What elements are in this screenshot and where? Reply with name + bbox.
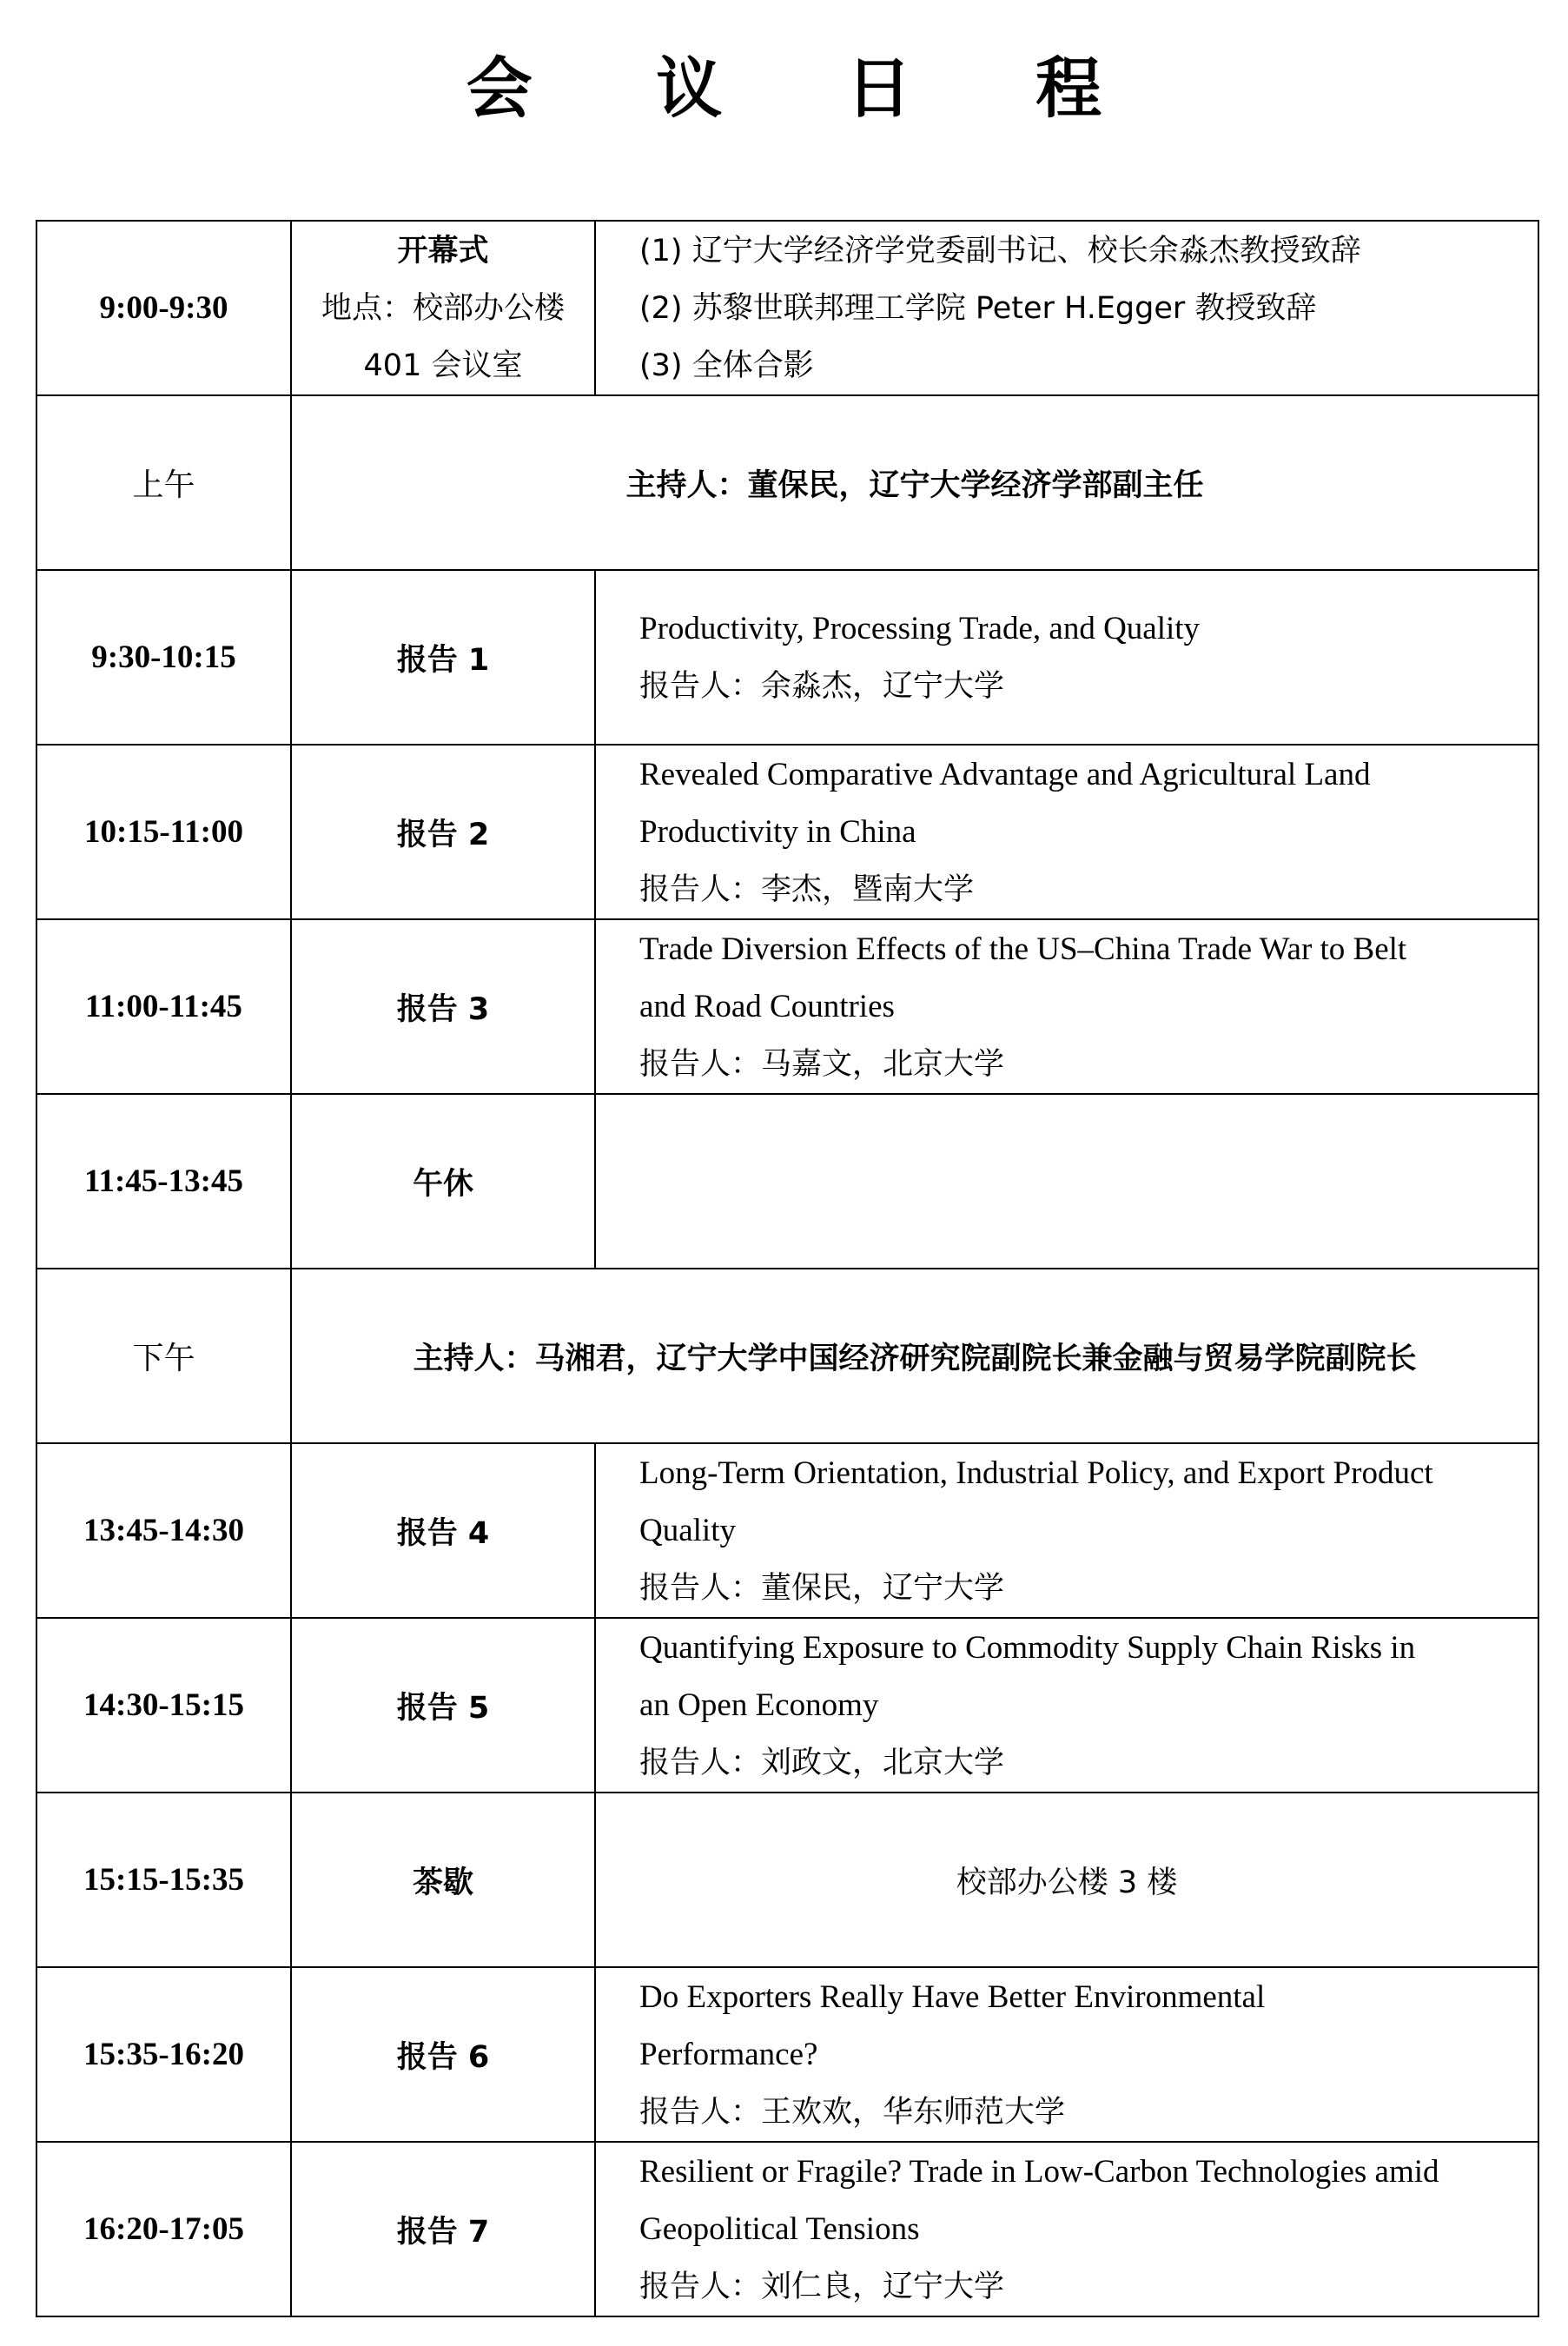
morning-session-row (36, 395, 1538, 570)
report-content (595, 2142, 1538, 2316)
time-cell: 16:20-17:05 (36, 2142, 291, 2316)
report-label: 报告 1 (291, 570, 595, 745)
time-cell: 11:00-11:45 (36, 919, 291, 1094)
report-row (36, 570, 1538, 745)
schedule-table (36, 220, 1539, 2317)
opening-agenda-item: (2) 苏黎世联邦理工学院 Peter H.Egger 教授致辞 (639, 290, 1317, 326)
session-host: 主持人：董保民，辽宁大学经济学部副主任 (291, 395, 1538, 570)
report-title-line: Productivity in China (639, 813, 916, 850)
report-title-line: Geopolitical Tensions (639, 2210, 920, 2247)
opening-agenda-item: (1) 辽宁大学经济学党委副书记、校长余淼杰教授致辞 (639, 233, 1361, 268)
report-speaker: 报告人：董保民，辽宁大学 (639, 1570, 1005, 1606)
report-speaker: 报告人：余淼杰，辽宁大学 (639, 668, 1005, 704)
report-row (36, 919, 1538, 1094)
time-cell: 13:45-14:30 (36, 1443, 291, 1618)
opening-cell (291, 221, 595, 395)
report-row (36, 745, 1538, 919)
report-content (595, 1618, 1538, 1793)
report-content (595, 1967, 1538, 2142)
afternoon-session-row (36, 1269, 1538, 1443)
report-title-line: Quantifying Exposure to Commodity Supply Chain Risks in (639, 1629, 1416, 1666)
report-speaker: 报告人：刘政文，北京大学 (639, 1745, 1005, 1780)
tea-break-location: 校部办公楼 3 楼 (595, 1793, 1538, 1967)
opening-agenda-item: (3) 全体合影 (639, 348, 814, 383)
report-label: 报告 6 (291, 1967, 595, 2142)
time-cell: 9:30-10:15 (36, 570, 291, 745)
report-title-line: Do Exporters Really Have Better Environmental (639, 1978, 1266, 2015)
lunch-row (36, 1094, 1538, 1269)
report-content (595, 745, 1538, 919)
time-cell: 9:00-9:30 (36, 221, 291, 395)
session-period-label: 上午 (36, 395, 291, 570)
report-label: 报告 5 (291, 1618, 595, 1793)
report-row (36, 2142, 1538, 2316)
report-label: 报告 4 (291, 1443, 595, 1618)
report-title-line: Long-Term Orientation, Industrial Policy, and Export Product (639, 1455, 1433, 1491)
report-title-line: Productivity, Processing Trade, and Quality (639, 610, 1201, 646)
report-title-line: and Road Countries (639, 988, 895, 1024)
report-title-line: Trade Diversion Effects of the US–China Trade War to Belt (639, 931, 1407, 967)
report-speaker: 报告人：王欢欢，华东师范大学 (639, 2094, 1066, 2130)
session-period-label: 下午 (36, 1269, 291, 1443)
report-label: 报告 3 (291, 919, 595, 1094)
tea-break-row (36, 1793, 1538, 1967)
report-title-line: Resilient or Fragile? Trade in Low-Carbon Technologies amid (639, 2153, 1439, 2190)
report-content (595, 919, 1538, 1094)
tea-break-label: 茶歇 (291, 1793, 595, 1967)
session-host: 主持人：马湘君，辽宁大学中国经济研究院副院长兼金融与贸易学院副院长 (291, 1269, 1538, 1443)
page-title: 会 议 日 程 (466, 50, 1153, 127)
report-speaker: 报告人：李杰，暨南大学 (639, 871, 975, 907)
lunch-label: 午休 (291, 1094, 595, 1269)
report-title-line: Revealed Comparative Advantage and Agricultural Land (639, 756, 1371, 792)
report-speaker: 报告人：刘仁良，辽宁大学 (639, 2269, 1005, 2304)
time-cell: 10:15-11:00 (36, 745, 291, 919)
opening-location-line2: 401 会议室 (363, 348, 523, 383)
opening-row (36, 221, 1538, 395)
opening-location-line1: 地点：校部办公楼 (321, 290, 565, 326)
report-speaker: 报告人：马嘉文，北京大学 (639, 1046, 1005, 1082)
report-content (595, 1443, 1538, 1618)
report-row (36, 1443, 1538, 1618)
time-cell: 15:35-16:20 (36, 1967, 291, 2142)
lunch-note (595, 1094, 1538, 1269)
time-cell: 14:30-15:15 (36, 1618, 291, 1793)
report-content (595, 570, 1538, 745)
report-title-line: Quality (639, 1512, 736, 1548)
opening-title: 开幕式 (397, 233, 489, 268)
report-title-line: an Open Economy (639, 1687, 879, 1723)
opening-agenda (595, 221, 1538, 395)
time-cell: 11:45-13:45 (36, 1094, 291, 1269)
report-label: 报告 2 (291, 745, 595, 919)
report-label: 报告 7 (291, 2142, 595, 2316)
report-row (36, 1618, 1538, 1793)
report-title-line: Performance? (639, 2036, 818, 2072)
report-row (36, 1967, 1538, 2142)
time-cell: 15:15-15:35 (36, 1793, 291, 1967)
